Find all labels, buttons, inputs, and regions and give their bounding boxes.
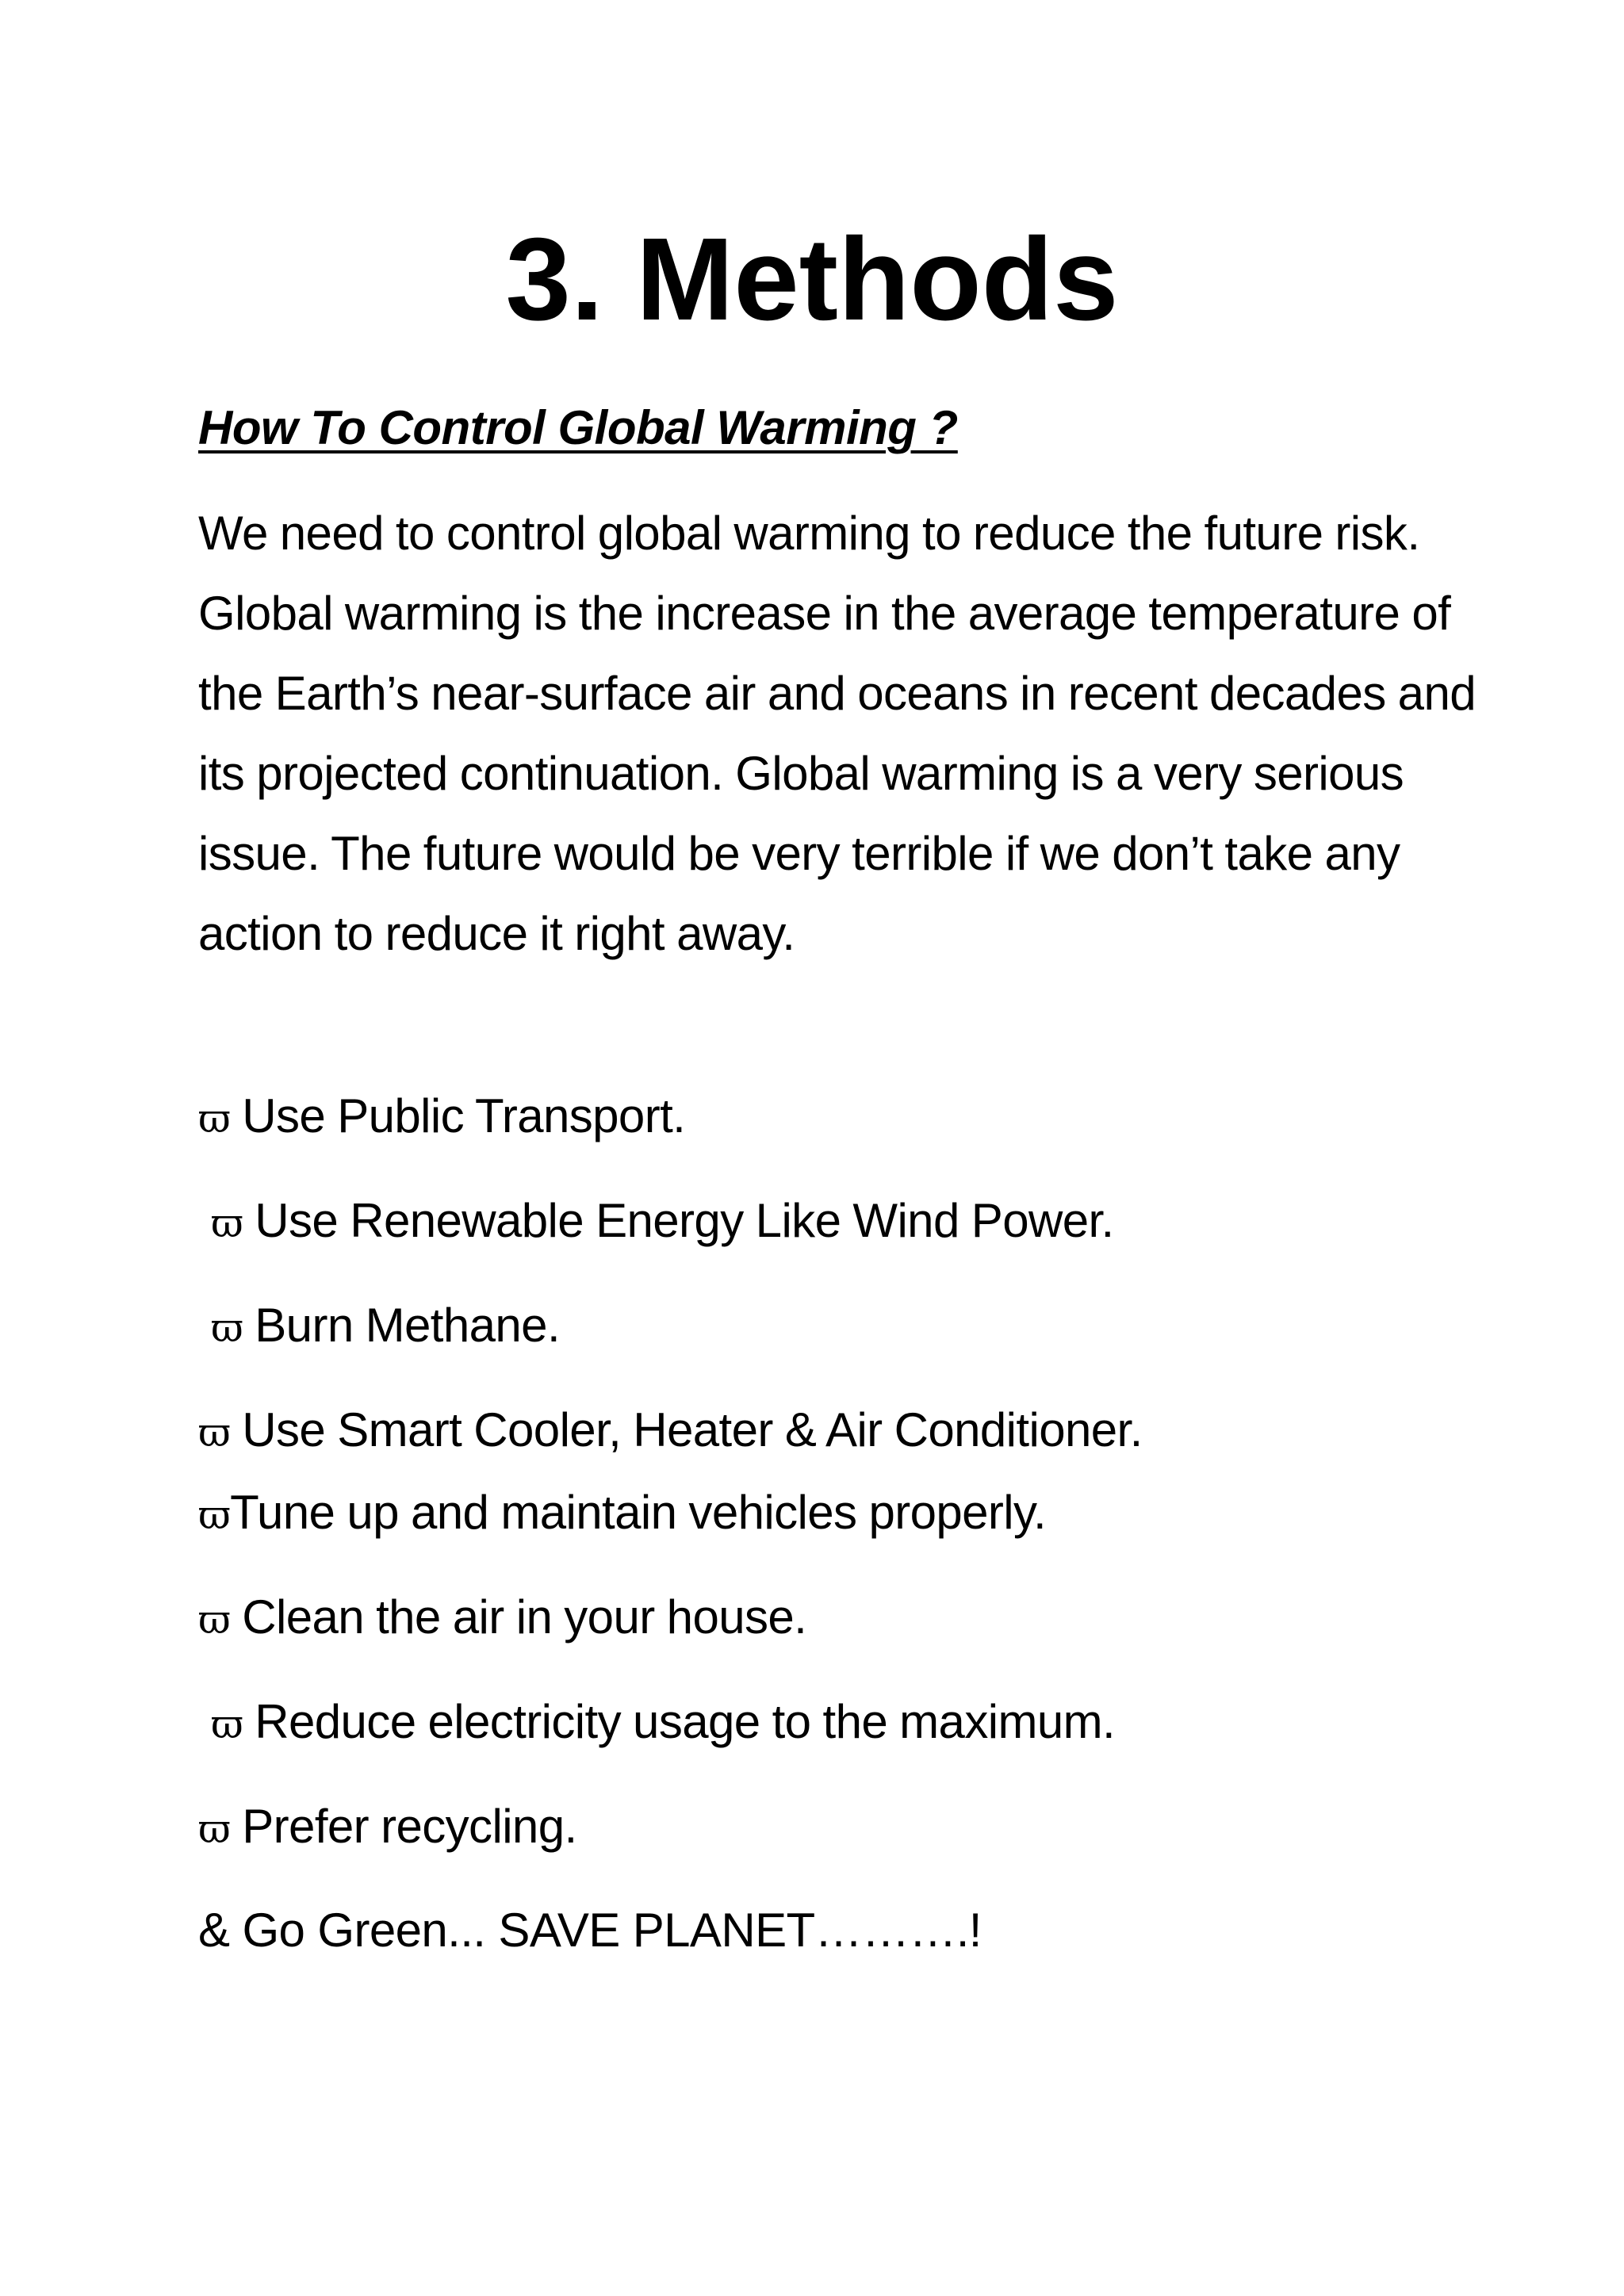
list-item xyxy=(211,1294,560,1360)
closing-line: & Go Green... SAVE PLANET……….! xyxy=(198,1904,982,1957)
bullet-icon: ϖ xyxy=(198,1492,231,1538)
section-subheading: How To Control Global Warming ? xyxy=(198,401,958,454)
bullet-icon: ϖ xyxy=(198,1806,231,1852)
bullet-icon: ϖ xyxy=(211,1200,243,1246)
list-item xyxy=(198,1399,1143,1464)
intro-paragraph: We need to control global warming to reduce the future risk. Global warming is the increase in the average temperature of the Earth’s near-surface air and oceans in recent decades and its projected continuation. Global warming is a very serious issue. The future would be very terrible if we don’t take any action to reduce it right away. xyxy=(198,507,1476,960)
list-item-text: Use Renewable Energy Like Wind Power. xyxy=(255,1194,1114,1247)
list-item-text: Prefer recycling. xyxy=(242,1800,577,1853)
page-title: 3. Methods xyxy=(505,214,1119,345)
list-item-text: Use Smart Cooler, Heater & Air Conditioner. xyxy=(242,1403,1143,1456)
bullet-icon: ϖ xyxy=(198,1096,231,1142)
bullet-icon: ϖ xyxy=(198,1410,231,1456)
list-item xyxy=(198,1795,577,1861)
list-item-text: Burn Methane. xyxy=(255,1299,561,1352)
bullet-icon: ϖ xyxy=(211,1701,243,1747)
bullet-icon: ϖ xyxy=(211,1305,243,1351)
list-item xyxy=(198,1586,806,1651)
list-item xyxy=(211,1189,1114,1255)
list-item xyxy=(198,1481,1046,1547)
list-item-text: Reduce electricity usage to the maximum. xyxy=(255,1695,1116,1748)
list-item xyxy=(198,1085,685,1150)
bullet-icon: ϖ xyxy=(198,1597,231,1643)
list-item xyxy=(211,1690,1115,1756)
list-item-text: Clean the air in your house. xyxy=(242,1590,807,1644)
list-item-text: Tune up and maintain vehicles properly. xyxy=(230,1486,1047,1539)
list-item-text: Use Public Transport. xyxy=(242,1089,686,1142)
